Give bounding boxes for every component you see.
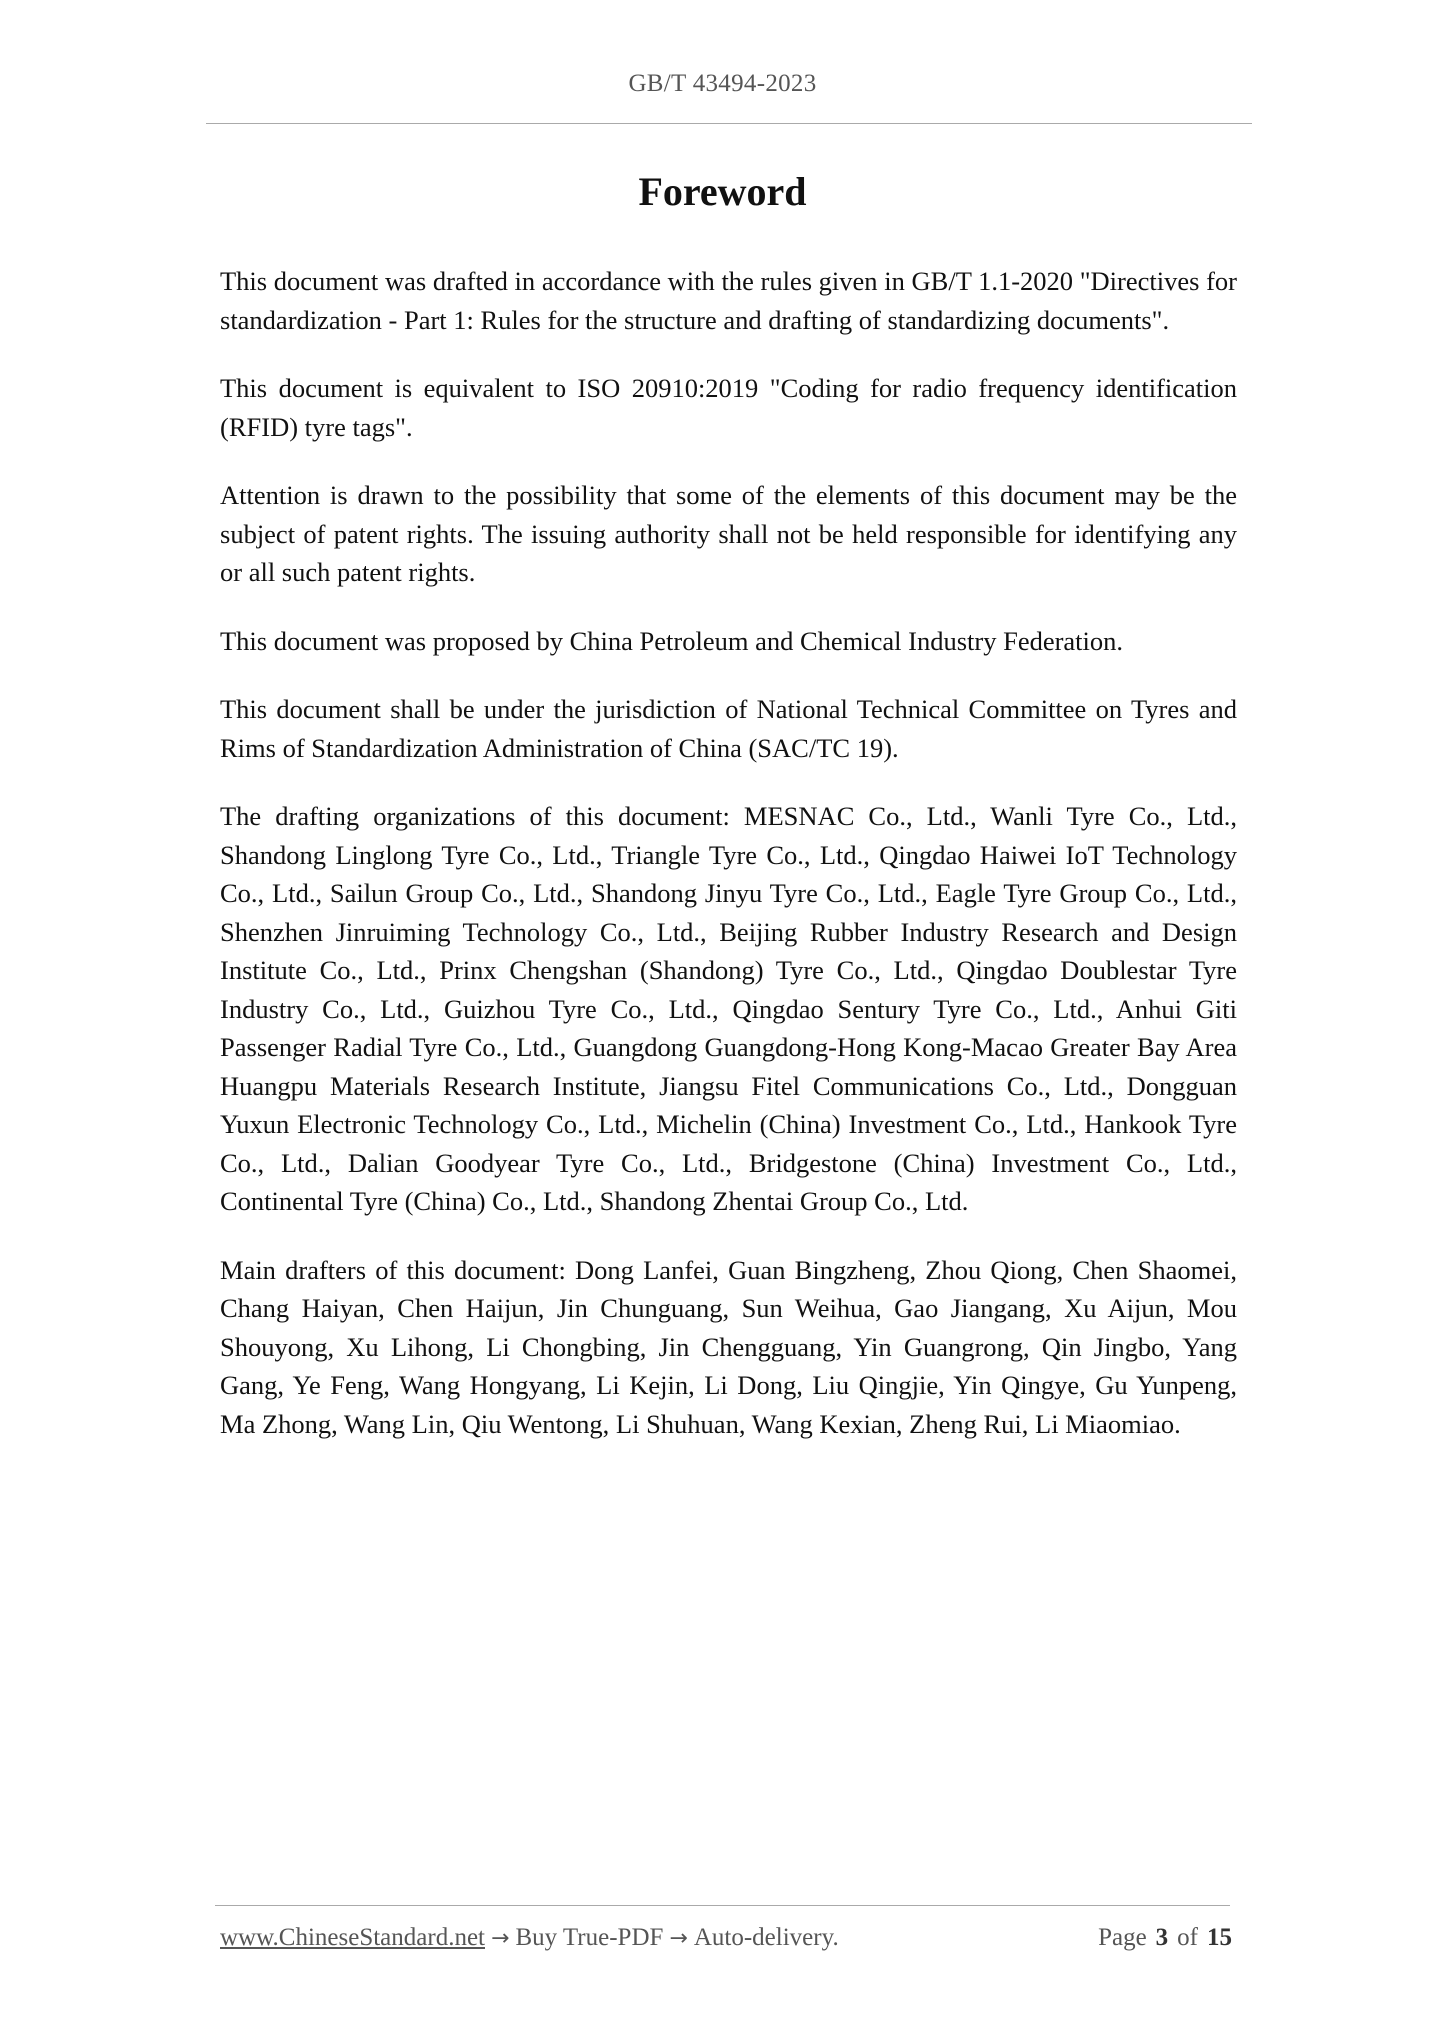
paragraph-drafting-organizations: The drafting organizations of this document: MESNAC Co., Ltd., Wanli Tyre Co., Ltd., Shandong Linglong Tyre Co., Ltd., Triangle Tyre Co., Ltd., Qingdao Haiwei IoT Technology Co., Ltd., Sailun Group Co., Ltd., Shandong Jinyu Tyre Co., Ltd., Eagle Tyre Group Co., Ltd., Shenzhen Jinruiming Technology Co., Ltd., Beijing Rubber Industry Research and Design Institute Co., Ltd., Prinx Chengshan (Shandong) Tyre Co., Ltd., Qingdao Doublestar Tyre Industry Co., Ltd., Guizhou Tyre Co., Ltd., Qingdao Sentury Tyre Co., Ltd., Anhui Giti Passenger Radial Tyre Co., Ltd., Guangdong Guangdong-Hong Kong-Macao Greater Bay Area Huangpu Materials Research Institute, Jiangsu Fitel Communications Co., Ltd., Dongguan Yuxun Electronic Technology Co., Ltd., Michelin (China) Investment Co., Ltd., Hankook Tyre Co., Ltd., Dalian Goodyear Tyre Co., Ltd., Bridgestone (China) Investment Co., Ltd., Continental Tyre (China) Co., Ltd., Shandong Zhentai Group Co., Ltd. <box>220 801 1237 1216</box>
paragraph-jurisdiction: This document shall be under the jurisdiction of National Technical Committee on Tyres and Rims of Standardization Administration of China (SAC/TC 19). <box>220 694 1237 763</box>
buy-true-pdf-text: Buy True-PDF <box>515 1924 664 1951</box>
page-current: 3 <box>1155 1924 1169 1951</box>
paragraph-patent-notice: Attention is drawn to the possibility that some of the elements of this document may be the subject of patent rights. The issuing authority shall not be held responsible for identifying any or all such patent rights. <box>220 480 1237 587</box>
site-link[interactable]: www.ChineseStandard.net <box>220 1924 485 1951</box>
header-divider <box>206 123 1252 124</box>
foreword-body <box>220 262 1237 1473</box>
document-code-header: GB/T 43494-2023 <box>628 70 817 97</box>
page-number <box>1098 1924 1232 1952</box>
footer-divider <box>215 1905 1230 1906</box>
page-total: 15 <box>1207 1924 1232 1951</box>
right-arrow-icon: → <box>491 1926 510 1951</box>
page-of-label: of <box>1177 1924 1198 1951</box>
page-title: Foreword <box>638 169 807 214</box>
paragraph-equivalence: This document is equivalent to ISO 20910:2019 "Coding for radio frequency identification (RFID) tyre tags". <box>220 373 1237 442</box>
paragraph-main-drafters: Main drafters of this document: Dong Lanfei, Guan Bingzheng, Zhou Qiong, Chen Shaomei, Chang Haiyan, Chen Haijun, Jin Chunguang, Sun Weihua, Gao Jiangang, Xu Aijun, Mou Shouyong, Xu Lihong, Li Chongbing, Jin Chengguang, Yin Guangrong, Qin Jingbo, Yang Gang, Ye Feng, Wang Hongyang, Li Kejin, Li Dong, Liu Qingjie, Yin Qingye, Gu Yunpeng, Ma Zhong, Wang Lin, Qiu Wentong, Li Shuhuan, Wang Kexian, Zheng Rui, Li Miaomiao. <box>220 1254 1237 1439</box>
paragraph-proposed-by: This document was proposed by China Petroleum and Chemical Industry Federation. <box>220 625 1124 656</box>
page-label: Page <box>1098 1924 1147 1951</box>
right-arrow-icon: → <box>669 1926 688 1951</box>
footer-promo <box>220 1924 839 1952</box>
auto-delivery-text: Auto-delivery. <box>693 1924 839 1951</box>
page-footer <box>220 1924 1232 1964</box>
paragraph-drafting-rules: This document was drafted in accordance with the rules given in GB/T 1.1-2020 "Directives for standardization - Part 1: Rules for the structure and drafting of standardizing documents". <box>220 266 1237 335</box>
